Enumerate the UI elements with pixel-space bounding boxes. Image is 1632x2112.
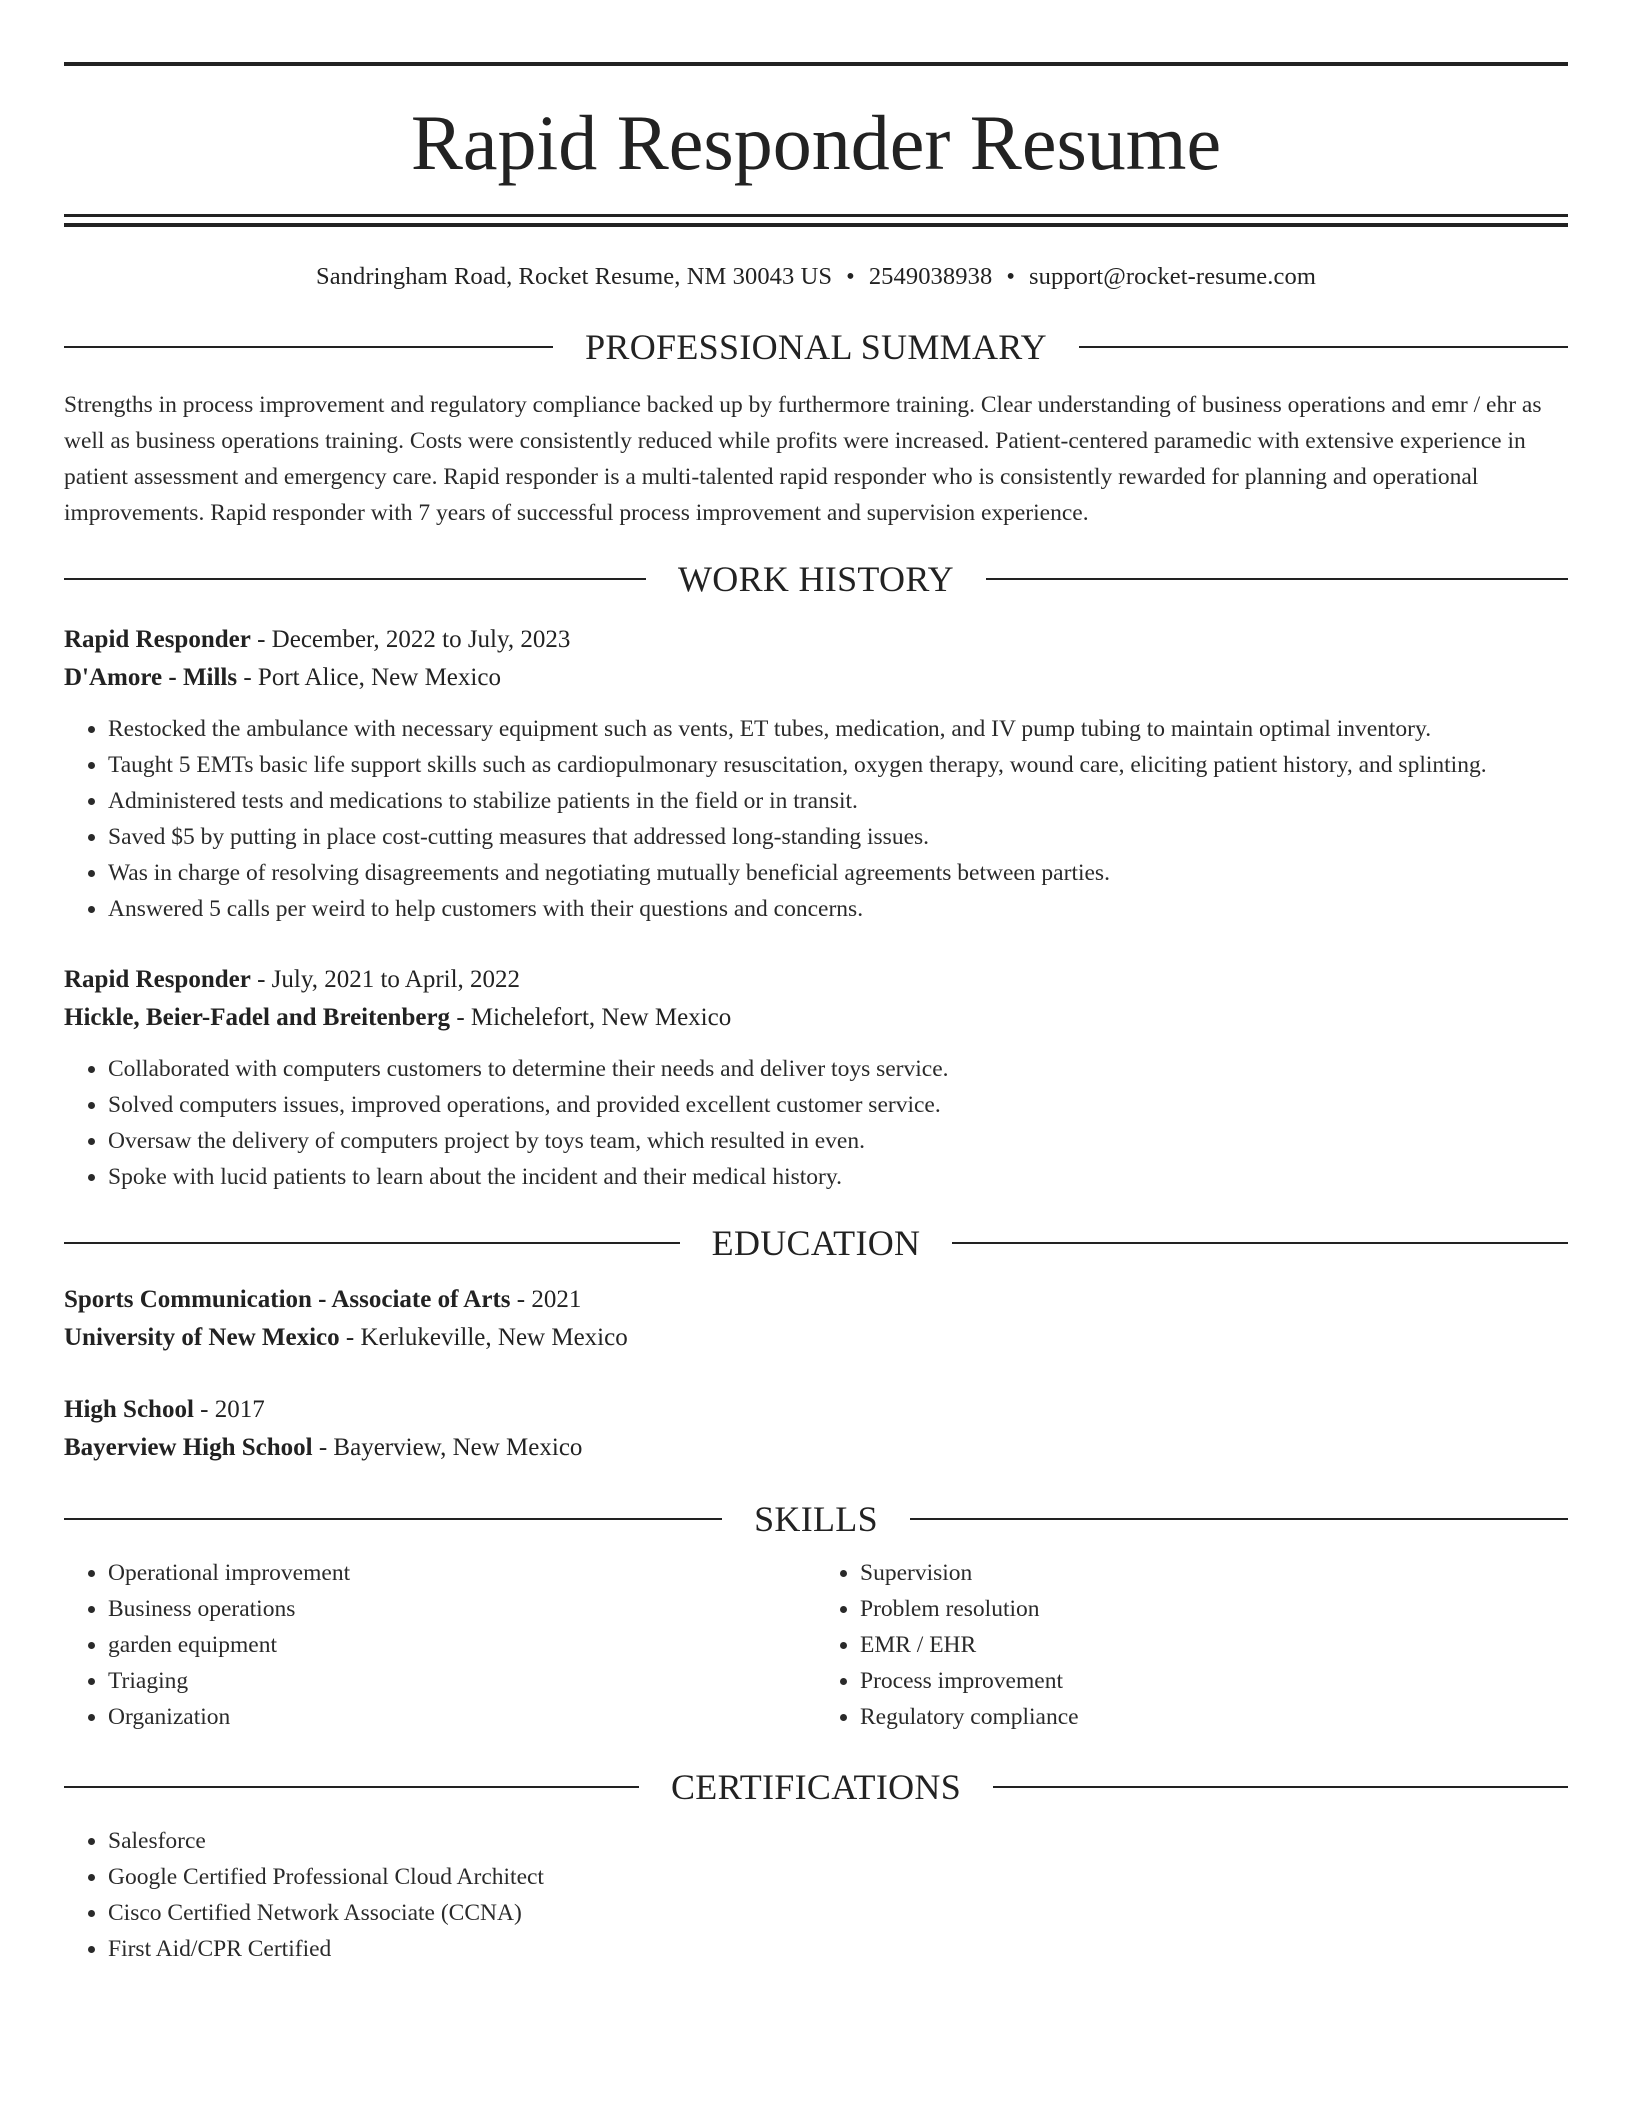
section-heading-education [64, 1225, 1568, 1261]
job-company-line [64, 999, 1568, 1037]
contact-address: Sandringham Road, Rocket Resume, NM 30043 US [315, 263, 833, 290]
section-title: WORK HISTORY [678, 559, 954, 599]
skills-list-left [64, 1555, 816, 1735]
education-year: - 2021 [510, 1286, 582, 1313]
section-title: SKILLS [754, 1499, 878, 1539]
education-entry [64, 1281, 1568, 1357]
job-company: Hickle, Beier-Fadel and Breitenberg [64, 1004, 451, 1031]
job-dates: - December, 2022 to July, 2023 [250, 626, 571, 653]
summary-text: Strengths in process improvement and regulatory compliance backed up by furthermore training. Clear understanding of business operations and emr / ehr as well as business operations training. Costs were consistently reduced while profits were increased. Patient-centered paramedic with extensive experience in patient assessment and emergency care. Rapid responder is a multi-talented rapid responder who is consistently rewarded for planning and operational improvements. Rapid responder with 7 years of successful process improvement and supervision experience. [64, 392, 1542, 526]
education-degree: Sports Communication - Associate of Arts [64, 1286, 511, 1313]
list-item: • Spoke with lucid patients to learn about the incident and their medical history. [108, 1159, 1568, 1195]
education-degree-line [64, 1391, 1568, 1429]
job-title-line [64, 961, 1568, 999]
job-title: Rapid Responder [64, 626, 251, 653]
list-item: • EMR / EHR [860, 1627, 1568, 1663]
title-double-rule [64, 214, 1568, 227]
section-title: CERTIFICATIONS [670, 1767, 962, 1807]
list-item: • Problem resolution [860, 1591, 1568, 1627]
certifications-list [64, 1823, 1568, 1967]
education-location: - Kerlukeville, New Mexico [339, 1324, 628, 1351]
list-item: • Triaging [108, 1663, 816, 1699]
education-degree-line [64, 1281, 1568, 1319]
list-item: • First Aid/CPR Certified [108, 1931, 1568, 1967]
section-heading-skills [64, 1501, 1568, 1537]
section-heading-work-history [64, 561, 1568, 597]
education-school: Bayerview High School [64, 1434, 313, 1461]
section-heading-certifications [64, 1769, 1568, 1805]
job-entry [64, 621, 1568, 927]
list-item: • Process improvement [860, 1663, 1568, 1699]
list-item: • Regulatory compliance [860, 1699, 1568, 1735]
education-location: - Bayerview, New Mexico [312, 1434, 583, 1461]
list-item: • Oversaw the delivery of computers project by toys team, which resulted in even. [108, 1123, 1568, 1159]
education-degree: High School [64, 1396, 194, 1423]
section-title: PROFESSIONAL SUMMARY [585, 327, 1047, 367]
list-item: • Supervision [860, 1555, 1568, 1591]
list-item: • Answered 5 calls per weird to help customers with their questions and concerns. [108, 891, 1568, 927]
top-rule [64, 62, 1568, 66]
page-title: Rapid Responder Resume [410, 99, 1222, 186]
list-item: • Salesforce [108, 1823, 1568, 1859]
list-item: • garden equipment [108, 1627, 816, 1663]
job-bullet-list [64, 1051, 1568, 1195]
list-item: • Saved $5 by putting in place cost-cutting measures that addressed long-standing issues. [108, 819, 1568, 855]
list-item: • Organization [108, 1699, 816, 1735]
job-bullet-list [64, 711, 1568, 927]
job-title-line [64, 621, 1568, 659]
job-dates: - July, 2021 to April, 2022 [250, 966, 521, 993]
contact-line [64, 263, 1568, 291]
contact-phone: 2549038938 [868, 263, 993, 290]
section-title: EDUCATION [711, 1223, 921, 1263]
education-school: University of New Mexico [64, 1324, 340, 1351]
contact-email: support@rocket-resume.com [1029, 263, 1316, 290]
job-location: - Port Alice, New Mexico [237, 664, 501, 691]
contact-separator: • [846, 263, 855, 290]
education-entry [64, 1391, 1568, 1467]
list-item: • Business operations [108, 1591, 816, 1627]
list-item: • Operational improvement [108, 1555, 816, 1591]
list-item: • Google Certified Professional Cloud Architect [108, 1859, 1568, 1895]
job-title: Rapid Responder [64, 966, 251, 993]
job-company-line [64, 659, 1568, 697]
job-location: - Michelefort, New Mexico [450, 1004, 732, 1031]
education-school-line [64, 1319, 1568, 1357]
contact-separator: • [1006, 263, 1015, 290]
list-item: • Solved computers issues, improved operations, and provided excellent customer service. [108, 1087, 1568, 1123]
list-item: • Collaborated with computers customers to determine their needs and deliver toys service. [108, 1051, 1568, 1087]
job-company: D'Amore - Mills [64, 664, 238, 691]
section-heading-summary [64, 329, 1568, 365]
skills-columns [64, 1555, 1568, 1735]
list-item: • Administered tests and medications to stabilize patients in the field or in transit. [108, 783, 1568, 819]
skills-list-right [816, 1555, 1568, 1735]
list-item: • Taught 5 EMTs basic life support skills such as cardiopulmonary resuscitation, oxygen therapy, wound care, eliciting patient history, and splinting. [108, 747, 1568, 783]
education-school-line [64, 1429, 1568, 1467]
list-item: • Restocked the ambulance with necessary equipment such as vents, ET tubes, medication, and IV pump tubing to maintain optimal inventory. [108, 711, 1568, 747]
list-item: • Was in charge of resolving disagreements and negotiating mutually beneficial agreements between parties. [108, 855, 1568, 891]
education-year: - 2017 [193, 1396, 265, 1423]
job-entry [64, 961, 1568, 1195]
list-item: • Cisco Certified Network Associate (CCNA) [108, 1895, 1568, 1931]
